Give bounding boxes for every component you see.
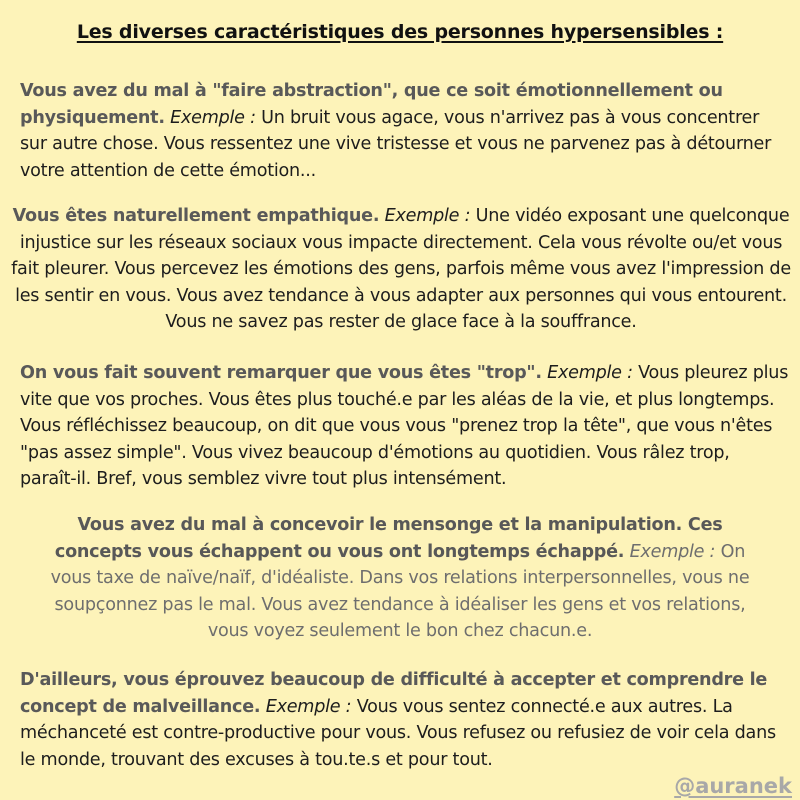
characteristic-paragraph-2 [8, 203, 794, 336]
characteristic-paragraph-1 [20, 78, 790, 184]
example-label: Exemple : [384, 206, 471, 226]
characteristic-lead: Vous avez du mal à "faire abstraction", que ce soit émotionnellement ou physiquement. [20, 81, 723, 128]
characteristic-lead: D'ailleurs, vous éprouvez beaucoup de difficulté à accepter et comprendre le concept de malveillance. [20, 670, 768, 717]
characteristic-body: Une vidéo exposant une quelconque injustice sur les réseaux sociaux vous impacte directement. Cela vous révolte ou/et vous fait pleurer. Vous percevez les émotions des gens, parfois même vous avez l'impression de les sentir en vous. Vous avez tendance à vous adapter aux personnes qui vous entourent. Vous ne savez pas rester de glace face à la souffrance. [11, 206, 791, 333]
characteristic-body: Vous vous sentez connecté.e aux autres. La méchanceté est contre-productive pour vous. Vous refusez ou refusiez de voir cela dans le monde, trouvant des excuses à tou.te.s et pour tout. [20, 696, 776, 770]
example-label: Exemple : [629, 541, 716, 562]
characteristic-lead: On vous fait souvent remarquer que vous êtes "trop". [20, 363, 542, 383]
example-label: Exemple : [265, 696, 352, 717]
characteristic-body: Vous pleurez plus vite que vos proches. Vous êtes plus touché.e par les aléas de la vie, et plus longtemps. Vous réfléchissez beaucoup, on dit que vous vous "prenez trop la tête", que vous n'êtes "pas assez simple". Vous vivez beaucoup d'émotions au quotidien. Vous râlez trop, paraît-il. Bref, vous semblez vivre tout plus intensément. [20, 363, 789, 490]
characteristic-lead: Vous êtes naturellement empathique. [12, 206, 380, 226]
page-title: Les diverses caractéristiques des personnes hypersensibles : [76, 21, 724, 43]
characteristic-paragraph-4 [40, 512, 760, 645]
characteristic-body: Un bruit vous agace, vous n'arrivez pas à vous concentrer sur autre chose. Vous ressentez une vive tristesse et vous ne parvenez pas à détourner votre attention de cette émotion... [20, 107, 772, 181]
characteristic-paragraph-3 [20, 360, 790, 493]
example-label: Exemple : [170, 107, 256, 128]
characteristic-body: On vous taxe de naïve/naïf, d'idéaliste. Dans vos relations interpersonnelles, vous ne soupçonnez pas le mal. Vous avez tendance à idéaliser les gens et vos relations, vous voyez seulement le bon chez chacun.e. [50, 541, 750, 642]
characteristic-paragraph-5 [20, 667, 790, 773]
characteristic-lead: Vous avez du mal à concevoir le mensonge et la manipulation. Ces concepts vous échappent ou vous ont longtemps échappé. [54, 515, 723, 562]
author-handle: @auranek [674, 774, 792, 798]
example-label: Exemple : [547, 363, 633, 383]
